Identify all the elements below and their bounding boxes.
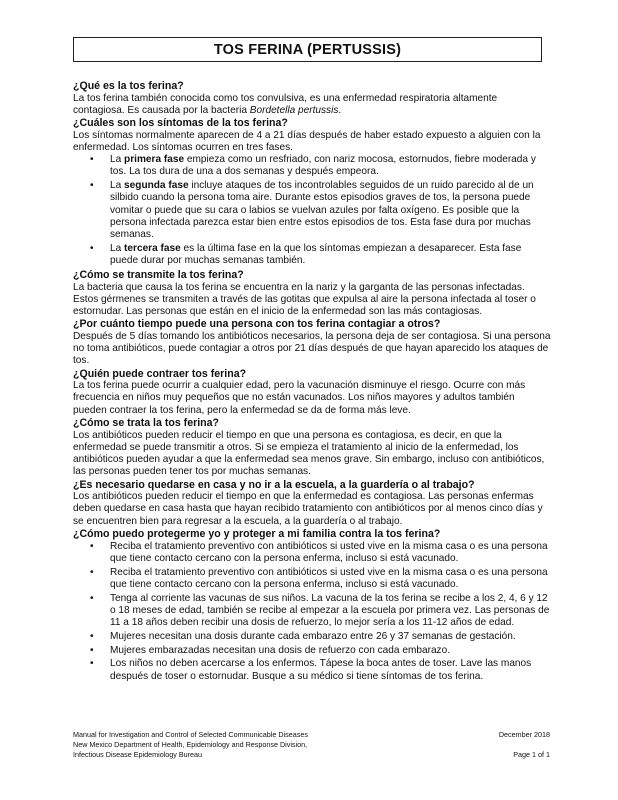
phase-label: primera fase [124,154,185,166]
phase-text: empieza como un resfriado, con nariz mocosa, estornudos, fiebre moderada y tos. La tos dura de una a dos semanas y después empeora. [110,154,536,178]
phase-label: segunda fase [124,180,189,192]
heading-stay-home: ¿Es necesario quedarse en casa y no ir a la escuela, a la guardería o al trabajo? [73,478,475,491]
heading-what-is: ¿Qué es la tos ferina? [73,80,184,92]
heading-transmission: ¿Cómo se transmite la tos ferina? [73,268,244,281]
paragraph-who-can-get: La tos ferina puede ocurrir a cualquier edad, pero la vacunación disminuye el riesgo. Ocurre con más frecuencia en niños muy pequeños que no están vacunados. Los niños mayores y adultos también pueden contraer la tos ferina, pero la enfermedad se da de forma más leve. [73,380,526,416]
paragraph-stay-home: Los antibióticos pueden reducir el tiempo en que la enfermedad es contagiosa. Las personas enfermas deben quedarse en casa hasta que hayan recibido tratamiento con antibióticos por al menos cinco días y se encuentren bien para regresar a la escuela, a la guardería o al trabajo. [73,491,543,527]
paragraph-text-end: . [338,104,342,116]
paragraph-text: La tos ferina también conocida como tos convulsiva, es una enfermedad respiratoria altamente contagiosa. Es causada por la bacteria [73,92,498,116]
paragraph-symptoms: Los síntomas normalmente aparecen de 4 a 21 días después de haber estado expuesto a alguien con la enfermedad. Los síntomas ocurren en tres fases. [73,129,541,153]
list-item: • Mujeres embarazadas necesitan una dosis de refuerzo con cada embarazo. [110,645,551,657]
paragraph-transmission: La bacteria que causa la tos ferina se encuentra en la nariz y la garganta de las personas infectadas. Estos gérmenes se transmiten a través de las gotitas que expulsa al aire la persona infectada al toser o estornudar. Las personas que están en el inicio de la enfermedad son las más contagiosas. [73,281,536,318]
page-number: Page 1 of 1 [513,750,550,760]
paragraph-contagious-period: Después de 5 días tomando los antibióticos necesarios, la persona deja de ser contagiosa. Si una persona no toma antibióticos, puede contagiar a otros por 21 días después de que hayan aparecido los ataques de tos. [73,330,551,367]
phase-label: tercera fase [124,242,181,254]
paragraph-treatment: Los antibióticos pueden reducir el tiempo en que una persona es contagiosa, es decir, en que la enfermedad se puede transmitir a otros. Si se empieza el tratamiento al inicio de la enfermedad, los antibióticos pueden ayudar a que la enfermedad sea menos grave. Sin embargo, incluso con antibióticos, las personas pueden tener tos por muchas semanas. [73,429,545,478]
list-item: • Los niños no deben acercarse a los enfermos. Tápese la boca antes de toser. Lave las manos después de toser o estornudar. Busque a su médico si tiene síntomas de tos ferina. [110,658,551,683]
heading-treatment: ¿Cómo se trata la tos ferina? [73,416,219,429]
list-item-phase-2 [110,180,551,241]
footer-source [73,730,393,761]
heading-symptoms: ¿Cuáles son los síntomas de la tos ferina? [73,117,288,130]
list-item: • Mujeres necesitan una dosis durante cada embarazo entre 26 y 37 semanas de gestación. [110,631,551,643]
bacteria-name: Bordetella pertussis [249,104,339,116]
document-body [73,80,551,684]
document-title: TOS FERINA (PERTUSSIS) [73,37,542,62]
list-item: • Reciba el tratamiento preventivo con antibióticos si usted vive en la misma casa o es una persona que tiene contacto cercano con la persona enferma, incluso si está vacunado. [110,567,551,592]
phase-text: incluye ataques de tos incontrolables seguidos de un ruido parecido al de un silbido cuando la persona toma aire. Durante estos episodios graves de tos, la persona puede vomitar o puede que su cara o labios se vuelvan azules por falta oxígeno. Es posible que la persona infectada parezca estar bien entre estos episodios de tos. Esta fase dura por muchas semanas. [110,180,534,241]
heading-protection: ¿Cómo puedo protegerme yo y proteger a mi familia contra la tos ferina? [73,527,441,540]
footer-line: New Mexico Department of Health, Epidemiology and Response Division, [73,740,308,750]
heading-contagious-period: ¿Por cuánto tiempo puede una persona con tos ferina contagiar a otros? [73,318,441,331]
phase-text: es la última fase en la que los síntomas empiezan a desaparecer. Esta fase puede durar por muchas semanas también. [110,242,522,267]
list-item-phase-1 [110,154,551,179]
phase-text: La [110,154,125,166]
symptom-phase-list [73,154,551,267]
footer-spacer [470,740,550,750]
footer-line: Infectious Disease Epidemiology Bureau [73,750,203,760]
footer-meta [470,730,550,761]
footer-line: Manual for Investigation and Control of Selected Communicable Diseases [73,730,308,739]
protection-list [73,541,551,683]
phase-text: La [110,242,125,254]
phase-text: La [110,180,125,192]
footer-date: December 2018 [498,730,550,739]
heading-who-can-get: ¿Quién puede contraer tos ferina? [73,367,247,380]
paragraph-what-is [73,93,551,118]
list-item: • Tenga al corriente las vacunas de sus niños. La vacuna de la tos ferina se recibe a los 2, 4, 6 y 12 o 18 meses de edad, también se recibe al empezar a la escuela por primera vez. Las personas de 11 a 18 años deben recibir una dosis de refuerzo, lo mejor sería a los 11-12 años de edad. [110,593,551,630]
list-item-phase-3 [110,243,551,268]
list-item: • Reciba el tratamiento preventivo con antibióticos si usted vive en la misma casa o es una persona que tiene contacto cercano con la persona enferma, incluso si está vacunado. [110,541,551,566]
